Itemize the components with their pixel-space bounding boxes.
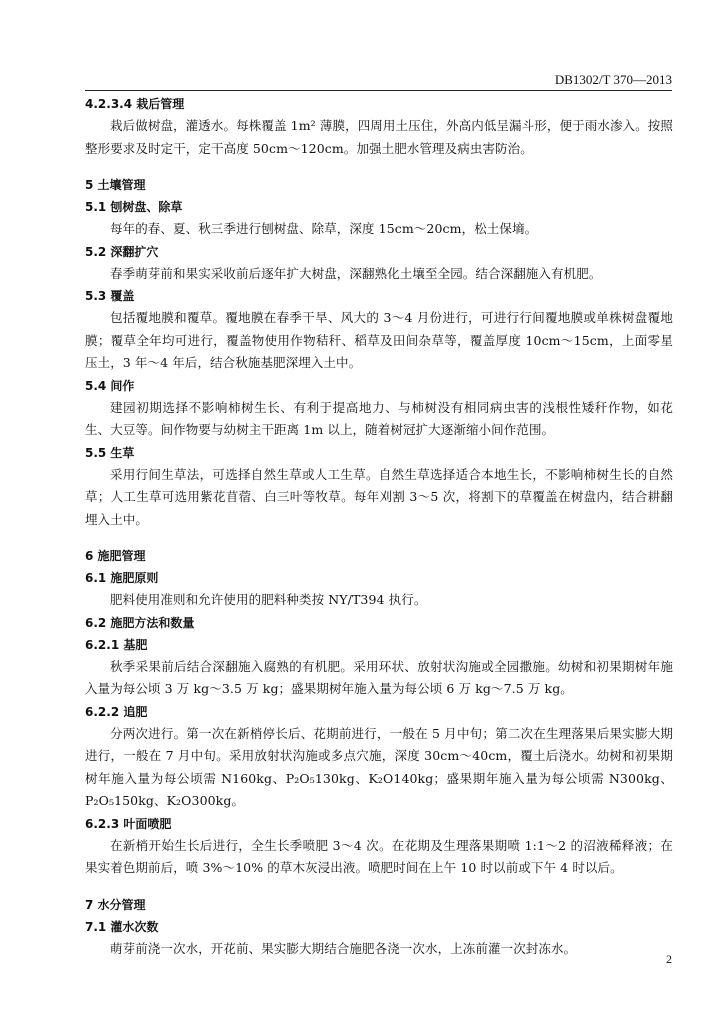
paragraph-5-4: 建园初期选择不影响柿树生长、有利于提高地力、与柿树没有相同病虫害的浅根性矮秆作物，如花生、大豆等。间作物要与幼树主干距离 1m 以上，随着树冠扩大逐渐缩小间作范围。: [85, 399, 673, 437]
heading-5-4: 5.4 间作: [85, 378, 135, 393]
paragraph-7-1: 萌芽前浇一次水，开花前、果实膨大期结合施肥各浇一次水，上冻前灌一次封冻水。: [110, 940, 577, 956]
document-body: [85, 93, 673, 960]
paragraph-6-2-2: 分两次进行。第一次在新梢停长后、花期前进行，一般在 5 月中旬；第二次在生理落果后果实膨大期进行，一般在 7 月中旬。采用放射状沟施或多点穴施，深度 30cm～40cm，覆土后浇水。幼树和初果期树年施入量为每公顷需 N160kg、P₂O₅130kg、K₂O140kg；盛果期年施入量为每公顷需 N300kg、P₂O₅150kg、K₂O300kg。: [85, 725, 673, 808]
heading-6-1: 6.1 施肥原则: [85, 571, 159, 585]
paragraph-5-3: 包括覆地膜和覆草。覆地膜在春季干旱、风大的 3～4 月份进行，可进行行间覆地膜或单株树盘覆地膜；覆草全年均可进行，覆盖物使用作物秸秆、稻草及田间杂草等，覆盖厚度 10cm～15cm，上面零星压土，3 年～4 年后，结合秋施基肥深埋入土中。: [85, 310, 673, 370]
heading-5-1: 5.1 刨树盘、除草: [85, 200, 183, 214]
paragraph-6-2-1: 秋季采果前后结合深翻施入腐熟的有机肥。采用环状、放射状沟施或全园撒施。幼树和初果期树年施入量为每公顷 3 万 kg～3.5 万 kg；盛果期树年施入量为每公顷 6 万 kg～7.5 万 kg。: [85, 658, 673, 696]
heading-4-2-3-4: 4.2.3.4 栽后管理: [85, 97, 185, 111]
paragraph-5-2: 春季萌芽前和果实采收前后逐年扩大树盘，深翻熟化土壤至全园。结合深翻施入有机肥。: [110, 265, 602, 281]
page-number: 2: [666, 952, 672, 966]
paragraph-5-5: 采用行间生草法，可选择自然生草或人工生草。自然生草选择适合本地生长，不影响柿树生长的自然草；人工生草可选用紫花苜蓿、白三叶等牧草。每年刈割 3～5 次，将割下的草覆盖在树盘内，结合耕翻埋入土中。: [85, 466, 673, 527]
heading-6-2: 6.2 施肥方法和数量: [85, 615, 195, 630]
heading-6-2-3: 6.2.3 叶面喷肥: [85, 816, 172, 831]
heading-6-2-1: 6.2.1 基肥: [85, 637, 148, 652]
heading-5: 5 土壤管理: [85, 178, 146, 192]
heading-7: 7 水分管理: [85, 897, 146, 912]
paragraph-6-2-3: 在新梢开始生长后进行，全生长季喷肥 3～4 次。在花期及生理落果期喷 1:1～2 的沼液稀释液；在果实着色期前后，喷 3%～10% 的草木灰浸出液。喷肥时间在上午 10 时以前或下午 4 时以后。: [85, 837, 673, 875]
paragraph-4-2-3-4: 栽后做树盘，灌透水。每株覆盖 1m² 薄膜，四周用土压住，外高内低呈漏斗形，便于雨水渗入。按照整形要求及时定干，定干高度 50cm～120cm。加强土肥水管理及病虫害防治。: [85, 118, 673, 156]
document-code: DB1302/T 370—2013: [554, 72, 672, 87]
paragraph-5-1: 每年的春、夏、秋三季进行刨树盘、除草，深度 15cm～20cm，松土保墒。: [110, 221, 538, 236]
heading-5-2: 5.2 深翻扩穴: [85, 244, 159, 259]
header-rule: [85, 90, 672, 91]
heading-5-3: 5.3 覆盖: [85, 289, 135, 303]
heading-6: 6 施肥管理: [85, 549, 146, 563]
heading-6-2-2: 6.2.2 追肥: [85, 704, 148, 719]
heading-5-5: 5.5 生草: [85, 445, 135, 460]
heading-7-1: 7.1 灌水次数: [85, 919, 159, 934]
paragraph-6-1: 肥料使用准则和允许使用的肥料种类按 NY/T394 执行。: [110, 592, 427, 607]
